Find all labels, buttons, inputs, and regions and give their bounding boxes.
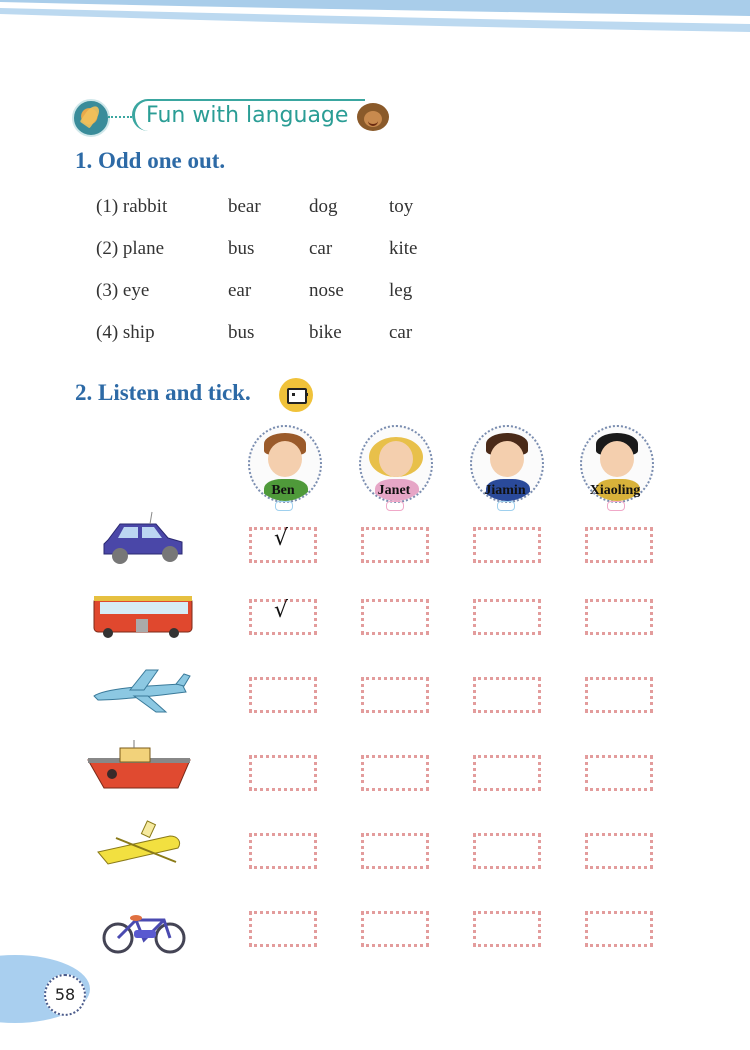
- tick-box-bus-janet[interactable]: [361, 599, 429, 635]
- ship-icon: [86, 738, 198, 798]
- word-option[interactable]: kite: [389, 238, 418, 259]
- tick-box-bike-ben[interactable]: [249, 911, 317, 947]
- tick-box-boat-ben[interactable]: [249, 833, 317, 869]
- bow-icon: [386, 501, 404, 511]
- word-option[interactable]: nose: [309, 280, 344, 301]
- tick-box-ship-jiamin[interactable]: [473, 755, 541, 791]
- tick-box-boat-janet[interactable]: [361, 833, 429, 869]
- odd-row-label: (4) ship: [96, 322, 155, 343]
- tick-box-plane-ben[interactable]: [249, 677, 317, 713]
- tick-box-plane-jiamin[interactable]: [473, 677, 541, 713]
- rowing-boat-icon: [86, 818, 198, 878]
- word-option[interactable]: car: [309, 238, 333, 259]
- tick-box-ship-xiaoling[interactable]: [585, 755, 653, 791]
- tick-box-bus-ben[interactable]: [249, 599, 317, 635]
- word-option[interactable]: ear: [228, 280, 252, 301]
- tick-box-car-ben[interactable]: [249, 527, 317, 563]
- bow-icon: [497, 501, 515, 511]
- tick-box-ship-janet[interactable]: [361, 755, 429, 791]
- tick-box-boat-jiamin[interactable]: [473, 833, 541, 869]
- bow-icon: [275, 501, 293, 511]
- child-name: Jiamin: [484, 483, 526, 498]
- tick-mark: √: [274, 598, 289, 623]
- dotted-connector: [108, 116, 132, 118]
- child-xiaoling: [578, 425, 652, 515]
- word-option[interactable]: dog: [309, 196, 338, 217]
- word-option[interactable]: bear: [228, 196, 261, 217]
- tick-box-car-jiamin[interactable]: [473, 527, 541, 563]
- section-title: Fun with language: [146, 103, 349, 128]
- word-option[interactable]: bus: [228, 322, 255, 343]
- cassette-icon[interactable]: [279, 378, 313, 412]
- word-option[interactable]: toy: [389, 196, 414, 217]
- tick-box-plane-janet[interactable]: [361, 677, 429, 713]
- child-name: Janet: [377, 483, 411, 498]
- tick-box-ship-ben[interactable]: [249, 755, 317, 791]
- odd-row-label: (1) rabbit: [96, 196, 168, 217]
- tick-box-car-xiaoling[interactable]: [585, 527, 653, 563]
- tick-box-bike-jiamin[interactable]: [473, 911, 541, 947]
- tick-mark: √: [274, 526, 289, 551]
- exercise1-heading: 1. Odd one out.: [75, 148, 226, 173]
- pinwheel-icon: [72, 99, 110, 137]
- child-janet: [357, 425, 431, 515]
- section-banner: [72, 97, 392, 137]
- child-ben: [246, 425, 320, 515]
- car-icon: [86, 510, 198, 570]
- child-name: Ben: [271, 483, 295, 498]
- tick-box-plane-xiaoling[interactable]: [585, 677, 653, 713]
- tick-box-boat-xiaoling[interactable]: [585, 833, 653, 869]
- tick-box-bike-janet[interactable]: [361, 911, 429, 947]
- tick-box-bike-xiaoling[interactable]: [585, 911, 653, 947]
- child-jiamin: [468, 425, 542, 515]
- bus-icon: [86, 586, 198, 646]
- bicycle-icon: [86, 900, 198, 960]
- word-option[interactable]: bike: [309, 322, 342, 343]
- word-option[interactable]: car: [389, 322, 413, 343]
- word-option[interactable]: leg: [389, 280, 413, 301]
- odd-row-label: (2) plane: [96, 238, 165, 259]
- page-number: 58: [44, 974, 86, 1016]
- tick-box-bus-jiamin[interactable]: [473, 599, 541, 635]
- child-name: Xiaoling: [589, 483, 641, 498]
- word-option[interactable]: bus: [228, 238, 255, 259]
- plane-icon: [86, 664, 198, 724]
- tick-box-car-janet[interactable]: [361, 527, 429, 563]
- smiling-face-icon: [357, 103, 389, 131]
- tick-box-bus-xiaoling[interactable]: [585, 599, 653, 635]
- odd-row-label: (3) eye: [96, 280, 150, 301]
- bow-icon: [607, 501, 625, 511]
- top-decorative-band: [0, 0, 750, 40]
- exercise2-heading: 2. Listen and tick.: [75, 380, 251, 405]
